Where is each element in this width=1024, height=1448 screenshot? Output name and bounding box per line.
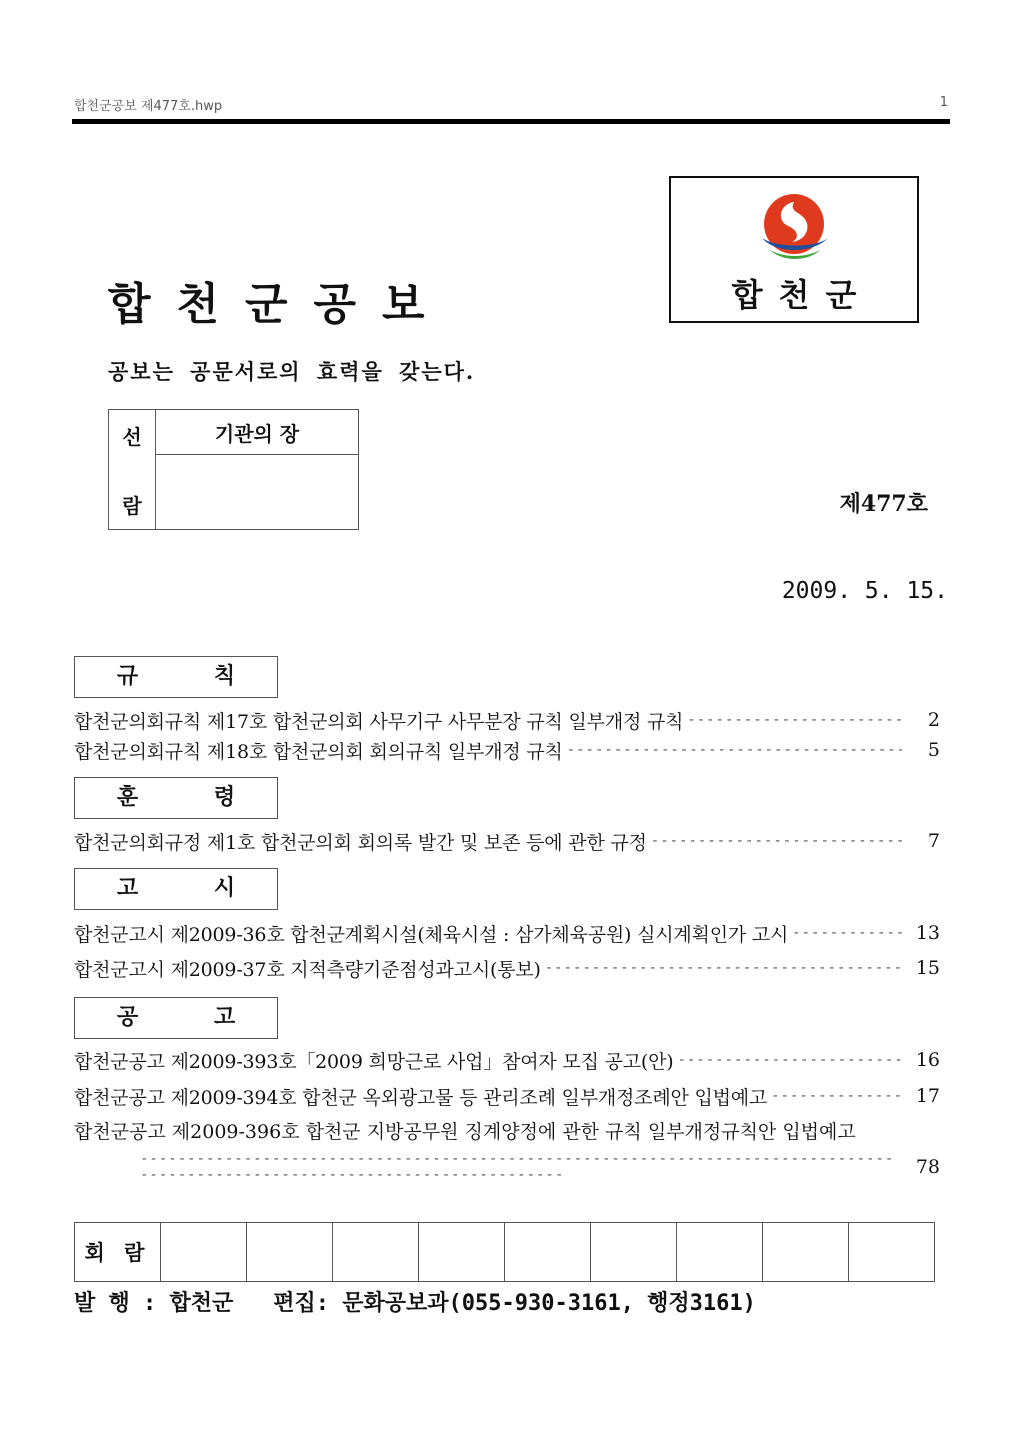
toc-item-title: 합천군고시 제2009-36호 합천군계획시설(체육시설 : 삼가체육공원) 실시계획인가 고시 — [74, 923, 789, 946]
toc-leader — [545, 960, 902, 976]
toc-item[interactable] — [74, 826, 940, 856]
circulation-cell — [763, 1223, 849, 1282]
page-subtitle: 공보는 공문서로의 효력을 갖는다. — [108, 359, 476, 384]
toc-leader — [792, 925, 902, 941]
toc-item-title: 합천군공고 제2009-394호 합천군 옥외광고물 등 관리조례 일부개정조례안 입법예고 — [74, 1086, 768, 1109]
toc-leader — [567, 742, 902, 758]
toc-item-page: 16 — [915, 1049, 940, 1071]
circulation-cell — [849, 1223, 935, 1282]
toc-item-page: 5 — [927, 739, 940, 761]
logo — [669, 176, 919, 323]
toc-item[interactable] — [74, 1045, 940, 1075]
approval-label-char1: 선 — [122, 425, 142, 449]
toc-leader — [651, 833, 902, 849]
circulation-table — [74, 1222, 935, 1282]
toc-item-page: 2 — [927, 709, 940, 731]
toc-item[interactable] — [74, 705, 940, 735]
toc-leader — [687, 712, 902, 728]
footer-publisher: 발 행 : 합천군 — [74, 1291, 234, 1316]
toc-item-page: 7 — [927, 830, 940, 852]
approval-label — [109, 410, 156, 530]
toc-leader — [677, 1052, 902, 1068]
approval-table — [108, 409, 359, 530]
section-header-rules: 규 칙 — [74, 656, 278, 698]
toc-leader — [140, 1151, 898, 1183]
toc-item-continuation — [140, 1152, 940, 1182]
toc-item[interactable] — [74, 953, 940, 983]
approval-header: 기관의 장 — [156, 410, 359, 455]
section-header-announcements: 공 고 — [74, 997, 278, 1039]
header-filename: 합천군공보 제477호.hwp — [74, 99, 223, 114]
footer — [74, 1286, 756, 1317]
toc-item-title: 합천군고시 제2009-37호 지적측량기준점성과고시(통보) — [74, 958, 541, 981]
circulation-label: 회 람 — [75, 1223, 161, 1282]
footer-editor: 편집: 문화공보과(055-930-3161, 행정3161) — [273, 1291, 756, 1316]
section-header-directives: 훈 령 — [74, 777, 278, 819]
page-title: 합천군공보 — [108, 279, 451, 330]
toc-item-title: 합천군공고 제2009-393호「2009 희망근로 사업」참여자 모집 공고(안) — [74, 1050, 674, 1073]
toc-item[interactable] — [74, 735, 940, 765]
toc-item[interactable] — [74, 1081, 940, 1111]
approval-signature-cell — [156, 455, 359, 530]
circulation-cell — [333, 1223, 419, 1282]
circulation-cell — [505, 1223, 591, 1282]
circulation-cell — [419, 1223, 505, 1282]
logo-text: 합천군 — [731, 276, 873, 314]
issue-date: 2009. 5. 15. — [781, 578, 948, 604]
toc-item-title: 합천군의회규칙 제17호 합천군의회 사무기구 사무분장 규칙 일부개정 규칙 — [74, 710, 684, 733]
toc-item-title: 합천군의회규정 제1호 합천군의회 회의록 발간 및 보존 등에 관한 규정 — [74, 831, 647, 854]
toc-leader — [771, 1088, 902, 1104]
toc-item-page: 78 — [915, 1156, 940, 1178]
issue-number: 제477호 — [839, 491, 928, 517]
circulation-cell — [591, 1223, 677, 1282]
county-emblem-icon — [754, 192, 838, 268]
toc-item[interactable] — [74, 918, 940, 948]
circulation-cell — [247, 1223, 333, 1282]
toc-item-wrapped-title[interactable]: 합천군공고 제2009-396호 합천군 지방공무원 징계양정에 관한 규칙 일부개정규칙안 입법예고 — [74, 1121, 856, 1143]
circulation-cell — [677, 1223, 763, 1282]
approval-label-char2: 람 — [122, 494, 142, 518]
header-page-number: 1 — [939, 95, 948, 110]
header-rule — [72, 119, 950, 124]
section-header-notices: 고 시 — [74, 868, 278, 910]
toc-item-page: 17 — [915, 1085, 940, 1107]
circulation-cell — [161, 1223, 247, 1282]
toc-item-page: 15 — [915, 957, 940, 979]
toc-item-title: 합천군의회규칙 제18호 합천군의회 회의규칙 일부개정 규칙 — [74, 740, 563, 763]
toc-item-page: 13 — [915, 922, 940, 944]
